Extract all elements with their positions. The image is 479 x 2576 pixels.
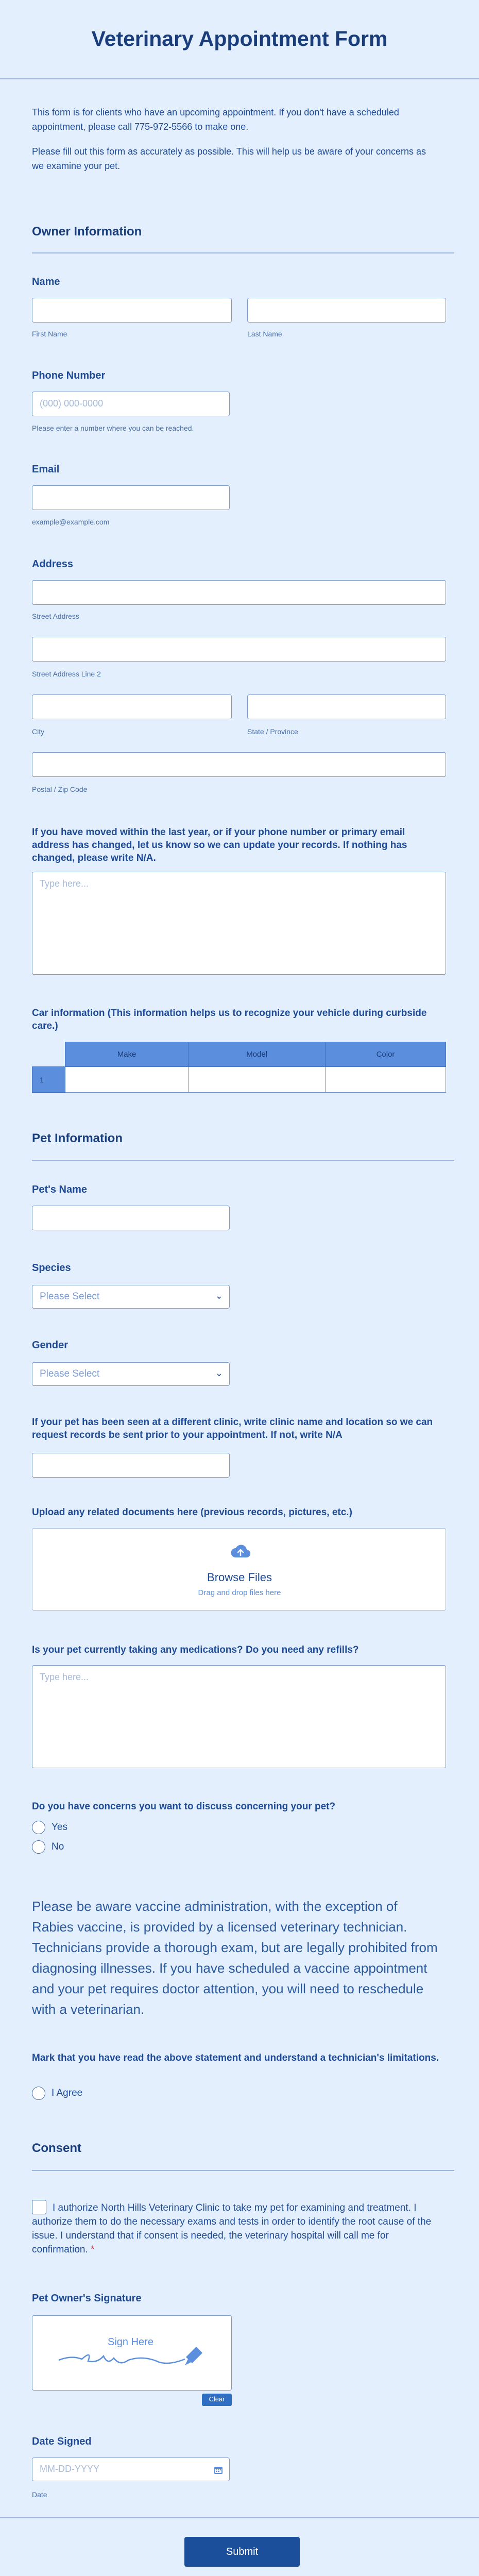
phone-input[interactable]: [32, 392, 230, 416]
cloud-upload-icon: [230, 1543, 251, 1560]
email-sublabel: example@example.com: [32, 518, 110, 526]
page-title: Veterinary Appointment Form: [91, 27, 388, 50]
agree-label: I Agree: [52, 2088, 83, 2098]
vaccine-notice: Please be aware vaccine administration, with the exception of Rabies vaccine, is provided by a licensed veterinary technician. Technicians provide a thorough exam, but are legally prohibited from diagnosing illnesses. If you have scheduled a vaccine appointment and your pet requires doctor attention, you will need to reschedule with a veterinarian.: [32, 1899, 438, 2017]
concerns-no-label: No: [52, 1841, 64, 1852]
signature-label: Pet Owner's Signature: [32, 2293, 142, 2304]
pet-section-divider: [32, 1160, 454, 1161]
car-row-number: 1: [32, 1067, 65, 1093]
signature-placeholder: Sign Here: [108, 2336, 153, 2348]
agree-radio[interactable]: [32, 2087, 45, 2100]
phone-sublabel: Please enter a number where you can be reached.: [32, 424, 194, 432]
phone-label: Phone Number: [32, 370, 106, 381]
last-name-input[interactable]: [247, 298, 446, 323]
first-name-input[interactable]: [32, 298, 232, 323]
zip-sublabel: Postal / Zip Code: [32, 785, 88, 793]
owner-section-divider: [32, 252, 454, 253]
moved-textarea[interactable]: [32, 872, 446, 975]
street-address-2-input[interactable]: [32, 637, 446, 662]
gender-select[interactable]: [32, 1362, 230, 1386]
name-label: Name: [32, 276, 60, 287]
file-upload-area[interactable]: [32, 1528, 446, 1611]
intro-paragraph-1: This form is for clients who have an upcoming appointment. If you don't have a scheduled appointment, please call 775-972-5566 to make one.: [32, 107, 399, 132]
intro-paragraph-2: Please fill out this form as accurately as possible. This will help us be aware of your concerns as we examine your pet.: [32, 146, 426, 171]
car-question: Car information (This information helps us to recognize your vehicle during curbside care.): [32, 1008, 427, 1031]
calendar-icon[interactable]: [214, 2465, 223, 2475]
car-column-make: Make: [65, 1042, 189, 1067]
first-name-sublabel: First Name: [32, 330, 67, 338]
upload-title: Browse Files: [207, 1571, 272, 1584]
date-input[interactable]: [32, 2458, 230, 2481]
required-mark: *: [91, 2244, 95, 2255]
signature-scribble-icon: [56, 2340, 211, 2370]
consent-statement: [32, 2201, 439, 2257]
email-input[interactable]: [32, 485, 230, 510]
footer-divider: [0, 2517, 479, 2518]
car-color-cell[interactable]: [325, 1067, 446, 1093]
car-make-cell[interactable]: [65, 1067, 189, 1093]
chevron-down-icon: ⌄: [215, 1291, 223, 1301]
car-column-color: Color: [325, 1042, 446, 1067]
medication-placeholder: Type here...: [40, 1672, 89, 1682]
owner-section-title: Owner Information: [32, 225, 142, 239]
upload-subtitle: Drag and drop files here: [198, 1588, 281, 1597]
species-label: Species: [32, 1262, 71, 1274]
species-value: Please Select: [40, 1291, 100, 1302]
last-name-sublabel: Last Name: [247, 330, 282, 338]
email-label: Email: [32, 464, 60, 475]
date-placeholder: MM-DD-YYYY: [40, 2464, 99, 2474]
car-model-cell[interactable]: [189, 1067, 326, 1093]
signature-pad[interactable]: [32, 2315, 232, 2391]
clinic-input[interactable]: [32, 1453, 230, 1478]
pet-section-title: Pet Information: [32, 1131, 123, 1145]
pet-name-label: Pet's Name: [32, 1184, 88, 1195]
pet-name-input[interactable]: [32, 1206, 230, 1230]
moved-placeholder: Type here...: [40, 878, 89, 889]
moved-question: If you have moved within the last year, or if your phone number or primary email address has changed, let us know so we can update your records. If nothing has changed, please write N/A.: [32, 827, 407, 863]
submit-button[interactable]: Submit: [184, 2537, 300, 2567]
phone-placeholder: (000) 000-0000: [40, 398, 104, 409]
upload-label: Upload any related documents here (previous records, pictures, etc.): [32, 1507, 352, 1518]
understand-question: Mark that you have read the above statement and understand a technician's limitations.: [32, 2053, 439, 2063]
consent-section-title: Consent: [32, 2141, 81, 2155]
species-select[interactable]: [32, 1285, 230, 1309]
city-sublabel: City: [32, 727, 45, 736]
date-signed-label: Date Signed: [32, 2436, 92, 2447]
clinic-question: If your pet has been seen at a different clinic, write clinic name and location so we can request records be sent prior to your appointment. If not, write N/A: [32, 1417, 433, 1440]
concerns-yes-radio[interactable]: [32, 1821, 45, 1834]
gender-value: Please Select: [40, 1368, 100, 1379]
address-label: Address: [32, 558, 74, 570]
zip-input[interactable]: [32, 752, 446, 777]
gender-label: Gender: [32, 1340, 69, 1351]
street-address-2-sublabel: Street Address Line 2: [32, 670, 101, 678]
street-address-input[interactable]: [32, 580, 446, 605]
car-info-table: [32, 1042, 446, 1093]
concerns-question: Do you have concerns you want to discuss concerning your pet?: [32, 1801, 336, 1812]
concerns-no-radio[interactable]: [32, 1840, 45, 1854]
date-sublabel: Date: [32, 2490, 47, 2499]
concerns-yes-label: Yes: [52, 1822, 67, 1833]
street-address-sublabel: Street Address: [32, 612, 79, 620]
header-divider: [0, 78, 479, 79]
medication-textarea[interactable]: [32, 1665, 446, 1768]
clear-signature-button[interactable]: Clear: [202, 2394, 232, 2406]
chevron-down-icon: ⌄: [215, 1368, 223, 1378]
city-input[interactable]: [32, 694, 232, 719]
car-column-model: Model: [189, 1042, 326, 1067]
state-sublabel: State / Province: [247, 727, 298, 736]
consent-section-divider: [32, 2170, 454, 2171]
medication-question: Is your pet currently taking any medications? Do you need any refills?: [32, 1645, 359, 1655]
state-input[interactable]: [247, 694, 446, 719]
consent-text: I authorize North Hills Veterinary Clinic to take my pet for examining and treatment. I authorize them to do the necessary exams and tests in order to identify the root cause of the issue. I understand that if consent is needed, the veterinary hospital will call me for confirmation.: [32, 2202, 432, 2255]
car-table-corner: [32, 1042, 65, 1067]
